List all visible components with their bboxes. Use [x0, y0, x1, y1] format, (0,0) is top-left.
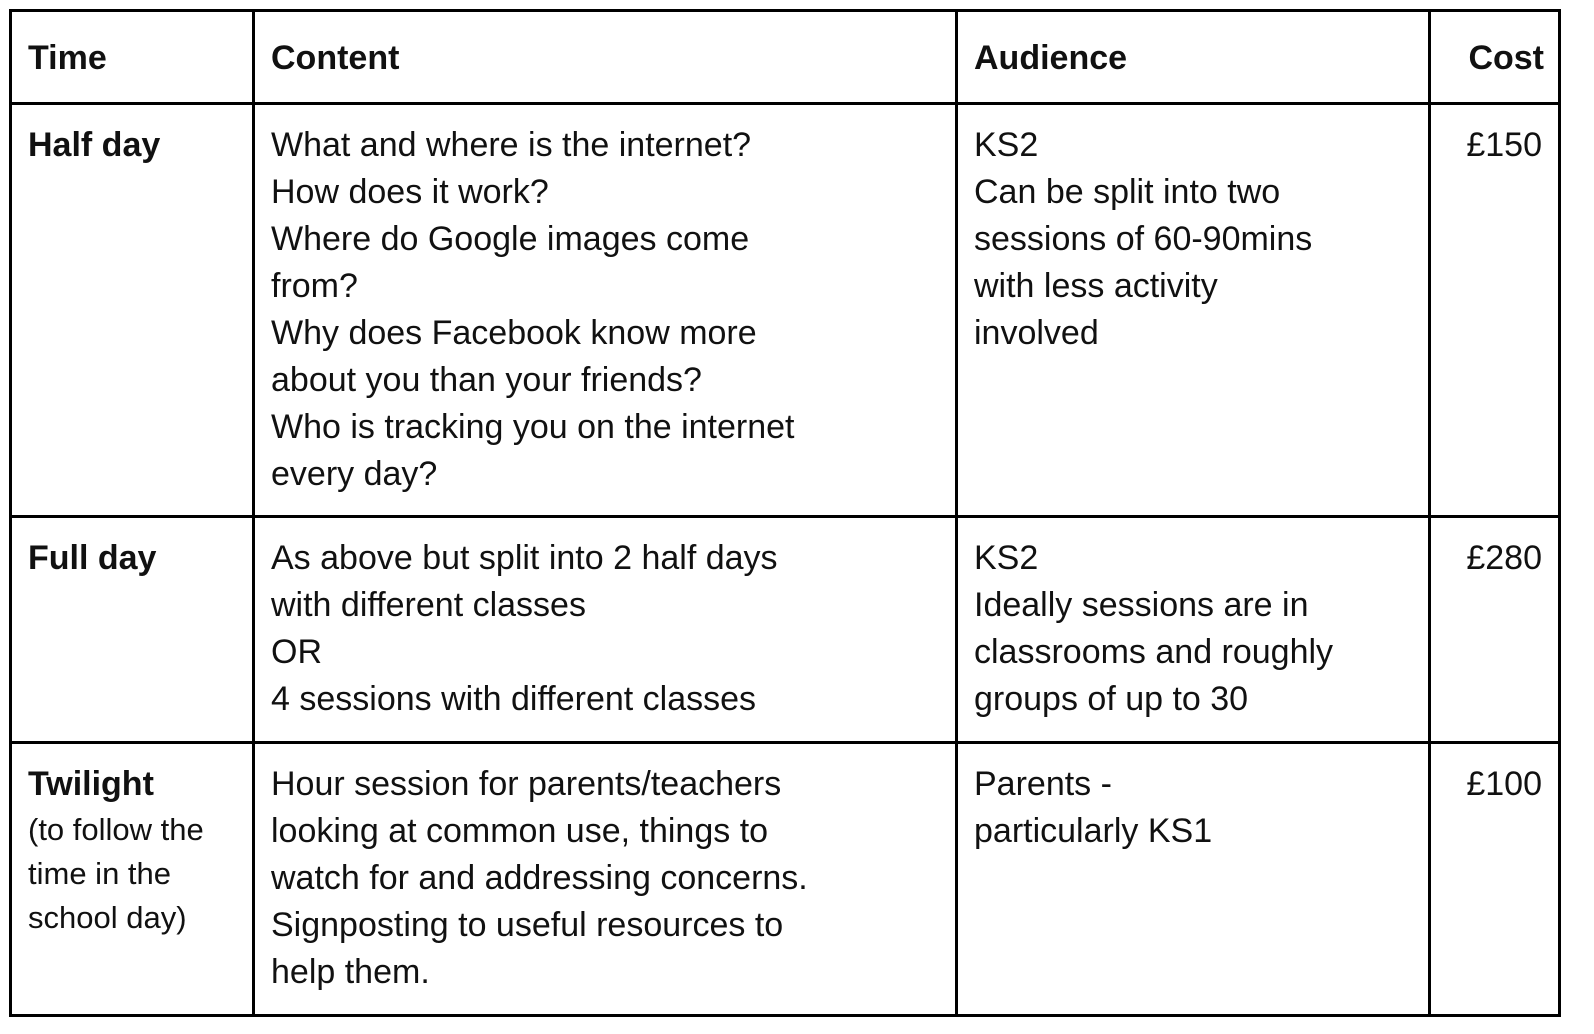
content-line: 4 sessions with different classes [271, 680, 757, 718]
content-cell [254, 743, 957, 1016]
audience-line: Can be split into two [974, 173, 1281, 211]
time-label: Full day [28, 539, 157, 577]
time-label: Half day [28, 126, 161, 164]
content-line: Where do Google images come [271, 220, 750, 258]
audience-line: groups of up to 30 [974, 680, 1249, 718]
time-note: (to follow the [28, 812, 204, 847]
audience-cell [957, 517, 1430, 743]
cost-cell: £150 [1430, 104, 1560, 517]
content-line: from? [271, 267, 358, 305]
content-line: How does it work? [271, 173, 549, 211]
content-line: about you than your friends? [271, 361, 702, 399]
audience-line: Ideally sessions are in [974, 586, 1309, 624]
content-line: Hour session for parents/teachers [271, 765, 782, 803]
audience-cell [957, 743, 1430, 1016]
header-time: Time [11, 11, 254, 104]
header-row [11, 11, 1560, 104]
content-line: OR [271, 633, 322, 671]
audience-line: sessions of 60-90mins [974, 220, 1313, 258]
audience-line: particularly KS1 [974, 812, 1213, 850]
content-line: looking at common use, things to [271, 812, 769, 850]
header-cost: Cost [1430, 11, 1560, 104]
content-line: with different classes [271, 586, 586, 624]
content-line: As above but split into 2 half days [271, 539, 778, 577]
audience-line: involved [974, 314, 1099, 352]
audience-cell [957, 104, 1430, 517]
time-cell [11, 743, 254, 1016]
content-line: What and where is the internet? [271, 126, 752, 164]
header-content: Content [254, 11, 957, 104]
time-note: school day) [28, 900, 187, 935]
time-note: time in the [28, 856, 172, 891]
table-row [11, 104, 1560, 517]
content-cell [254, 104, 957, 517]
audience-line: with less activity [974, 267, 1218, 305]
audience-line: KS2 [974, 539, 1039, 577]
audience-line: Parents - [974, 765, 1112, 803]
content-line: every day? [271, 455, 438, 493]
content-line: watch for and addressing concerns. [271, 859, 808, 897]
content-line: Signposting to useful resources to [271, 906, 784, 944]
cost-cell: £100 [1430, 743, 1560, 1016]
cost-cell: £280 [1430, 517, 1560, 743]
time-label: Twilight [28, 765, 154, 803]
audience-line: KS2 [974, 126, 1039, 164]
header-audience: Audience [957, 11, 1430, 104]
content-cell [254, 517, 957, 743]
table-row [11, 517, 1560, 743]
table-row [11, 743, 1560, 1016]
content-line: help them. [271, 953, 430, 991]
time-cell [11, 104, 254, 517]
audience-line: classrooms and roughly [974, 633, 1334, 671]
time-cell [11, 517, 254, 743]
pricing-table [9, 9, 1561, 1017]
content-line: Why does Facebook know more [271, 314, 757, 352]
content-line: Who is tracking you on the internet [271, 408, 795, 446]
